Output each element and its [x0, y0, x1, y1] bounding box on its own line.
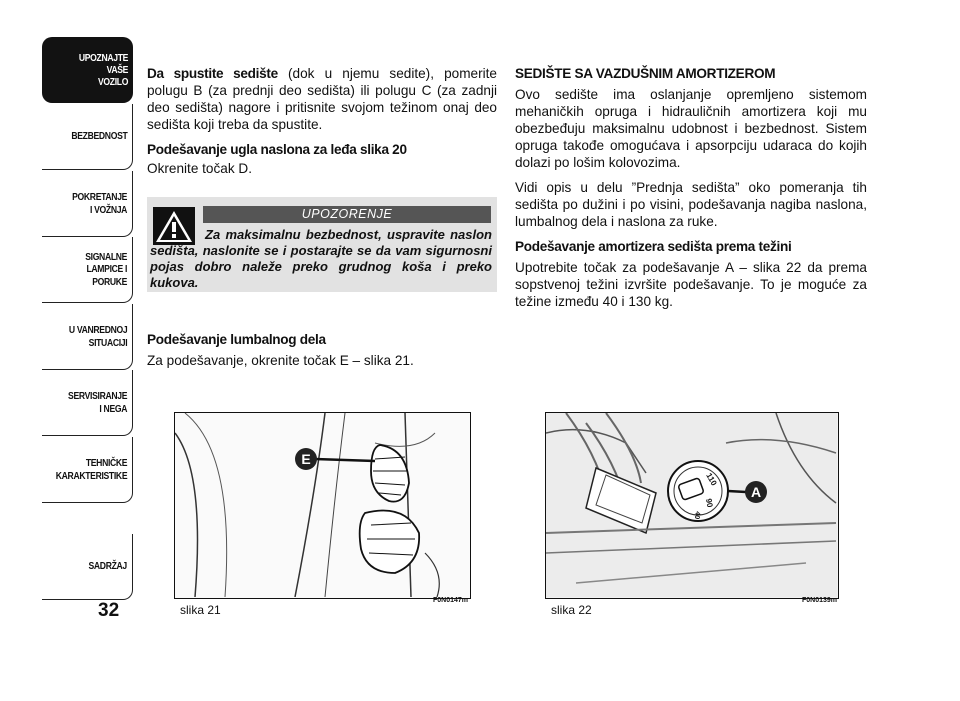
lumbar-knob-illustration	[175, 413, 469, 597]
tab-label: UPOZNAJTE VAŠE VOZILO	[78, 51, 129, 89]
tab-servisiranje-i-nega[interactable]	[42, 370, 133, 436]
callout-e: E	[301, 451, 311, 467]
paragraph-lumbar: Za podešavanje, okrenite točak E – slika 21.	[147, 353, 414, 368]
lumbar-section	[147, 331, 497, 377]
left-column	[147, 65, 497, 185]
weight-dial-illustration	[546, 413, 837, 597]
tab-label: SERVISIRANJE I NEGA	[68, 390, 128, 415]
paragraph-text: (dok u njemu sedite), pomerite polugu B (za prednji deo sedišta) ili polugu C (za zadnji deo sedišta) nagore i pritisnite svojom težinom onaj deo sedišta koji treba da spustite.	[147, 66, 497, 132]
figure-22-code: F0N0139m	[802, 597, 838, 604]
tab-signalne-lampice[interactable]	[42, 237, 133, 303]
callout-a: A	[750, 484, 762, 500]
figure-22-caption: slika 22	[551, 603, 592, 617]
warning-title: UPOZORENJE	[203, 206, 491, 223]
paragraph-weight-adjust: Upotrebite točak za podešavanje A – slika 22 da prema sopstvenoj težini izvršite podešavanje. To je moguće za težine između 40 i 130 kg.	[515, 260, 867, 309]
heading-backrest: Podešavanje ugla naslona za leđa slika 20	[147, 142, 407, 157]
tab-bezbednost[interactable]	[42, 104, 133, 170]
paragraph-air-seat-description: Ovo sedište ima oslanjanje opremljeno sistemom mehaničkih opruga i hidrauličnih amortizera koji mu obezbeđuju maksimalnu udobnost i bezbednost. Sistem opruga takođe omogućava i apsorpciju udaraca do kojih dolazi po lošim kolovozima.	[515, 87, 867, 170]
tab-label: POKRETANJE I VOŽNJA	[72, 191, 128, 216]
inline-heading: Da spustite sedište	[147, 66, 278, 81]
tab-tehnicke-karakteristike[interactable]	[42, 437, 133, 503]
dial-mark-40: 40	[692, 510, 701, 520]
dial-mark-90: 90	[704, 497, 715, 509]
warning-text: Za maksimalnu bezbednost, uspravite naslon sedišta, naslonite se i postarajte se da vam sigurnosni pojas dobro naleže preko grudnog koša i preko kukova.	[150, 227, 492, 290]
heading-air-seat: SEDIŠTE SA VAZDUŠNIM AMORTIZEROM	[515, 66, 776, 81]
tab-u-vanrednoj-situaciji[interactable]	[42, 304, 133, 370]
figure-21-lumbar-knob	[174, 412, 471, 599]
tab-label: SADRŽAJ	[88, 560, 128, 573]
tab-pokretanje-i-voznja[interactable]	[42, 171, 133, 237]
tab-label: TEHNIČKE KARAKTERISTIKE	[55, 457, 128, 482]
heading-weight-adjust: Podešavanje amortizera sedišta prema težini	[515, 239, 792, 254]
heading-lumbar: Podešavanje lumbalnog dela	[147, 332, 326, 347]
right-column	[515, 65, 867, 318]
figure-21-caption: slika 21	[180, 603, 221, 617]
paragraph-lower-seat	[147, 65, 497, 133]
tab-sadrzaj[interactable]	[42, 534, 133, 600]
tab-label: SIGNALNE LAMPICE I PORUKE	[85, 251, 128, 288]
dial-mark-110: 110	[704, 471, 719, 488]
page-number: 32	[98, 600, 120, 621]
figure-22-weight-dial	[545, 412, 839, 599]
tab-label: U VANREDNOJ SITUACIJI	[68, 324, 128, 349]
figure-21-code: F0N0147m	[433, 597, 469, 604]
tab-upoznajte-vase-vozilo[interactable]	[42, 37, 133, 103]
tab-label: BEZBEDNOST	[71, 130, 128, 143]
paragraph-see-front-seats: Vidi opis u delu ”Prednja sedišta” oko pomeranja tih sedišta po dužini i po visini, podešavanja nagiba naslona, lumbalnog dela i naslona za ruke.	[515, 180, 867, 229]
paragraph-backrest: Okrenite točak D.	[147, 161, 253, 176]
